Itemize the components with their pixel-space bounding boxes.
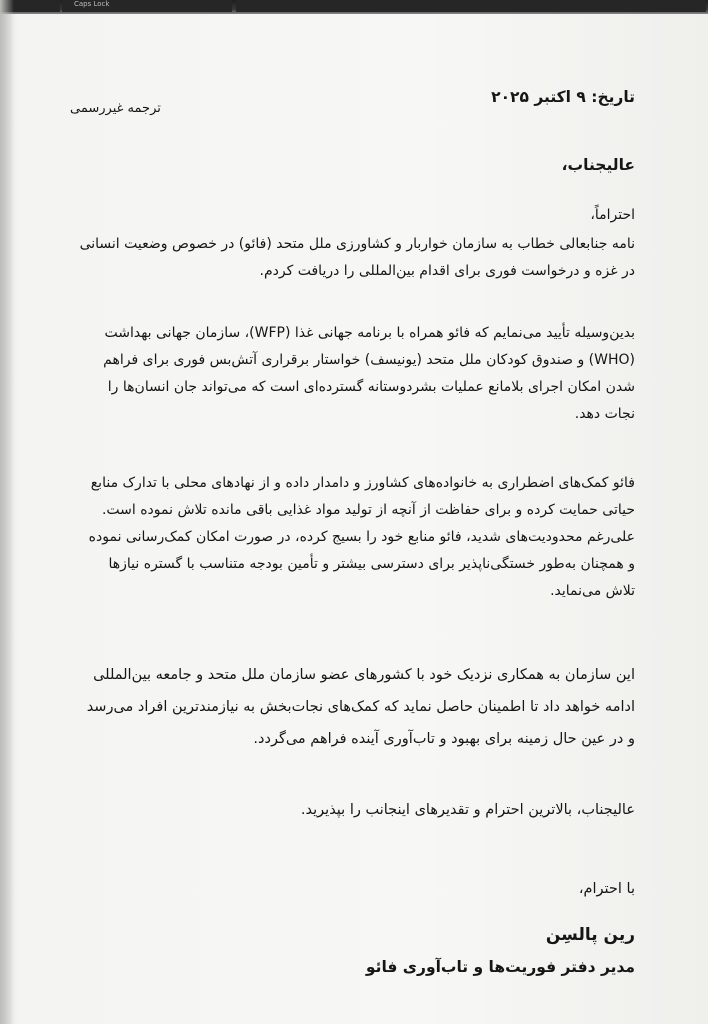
keyboard-key	[236, 0, 706, 12]
paragraph-line: نامه جنابعالی خطاب به سازمان خواربار و کشاورزی ملل متحد (فائو) در خصوص وضعیت انسانی	[79, 236, 635, 252]
signer-name: رین پالسِن	[545, 925, 635, 945]
letter-date: تاریخ: ۹ اکتبر ۲۰۲۵	[491, 88, 635, 106]
paragraph-line: و همچنان به‌طور خستگی‌ناپذیر برای دسترسی بیشتر و تأمین بودجه متناسب با گستره نیازها	[108, 556, 635, 572]
paragraph-line: ادامه خواهد داد تا اطمینان حاصل نماید که کمک‌های نجات‌بخش به نیازمندترین افراد می‌رسد	[86, 699, 635, 715]
salutation: عالیجناب،	[561, 156, 635, 174]
paragraph-line: نجات دهد.	[574, 406, 635, 422]
regards: با احترام،	[578, 881, 635, 897]
paragraph-3	[89, 470, 635, 605]
paragraph-line: فائو کمک‌های اضطراری به خانواده‌های کشاورز و دامدار داده و از نهادهای محلی با تدارک منابع	[90, 475, 635, 491]
paragraph-line: بدین‌وسیله تأیید می‌نمایم که فائو همراه با برنامه جهانی غذا (WFP)، سازمان جهانی بهداشت	[104, 325, 635, 341]
paragraph-line: در غزه و درخواست فوری برای اقدام بین‌المللی را دریافت کردم.	[259, 263, 635, 279]
paragraph-line: و در عین حال زمینه برای بهبود و تاب‌آوری آینده فراهم می‌گردد.	[253, 731, 635, 747]
paragraph-2	[103, 320, 635, 428]
paragraph-line: شدن امکان اجرای بلامانع عملیات بشردوستانه گسترده‌ای است که می‌تواند جان انسان‌ها را	[107, 379, 635, 395]
paragraph-1	[80, 231, 635, 285]
page-edge-shadow	[0, 0, 14, 1024]
paragraph-4	[87, 659, 635, 755]
paragraph-line: علی‌رغم محدودیت‌های شدید، فائو منابع خود را بسیج کرده، در صورت امکان کمک‌رسانی نموده	[88, 529, 635, 545]
keyboard-edge	[0, 0, 708, 14]
unofficial-translation-note: ترجمه غیررسمی	[70, 101, 161, 116]
paragraph-line: این سازمان به همکاری نزدیک خود با کشورهای عضو سازمان ملل متحد و جامعه بین‌المللی	[93, 667, 635, 683]
paragraph-line: (WHO) و صندوق کودکان ملل متحد (یونیسف) خواستار برقراری آتش‌بس فوری برای فراهم	[103, 352, 635, 368]
paragraph-line: حیاتی حمایت کرده و برای حفاظت از آنچه از تولید مواد غذایی باقی مانده تلاش نموده است.	[101, 502, 635, 518]
closing-line: عالیجناب، بالاترین احترام و تقدیرهای اینجانب را بپذیرید.	[300, 802, 635, 818]
signer-title: مدیر دفتر فوریت‌ها و تاب‌آوری فائو	[365, 958, 635, 976]
respectfully-opening: احتراماً،	[590, 207, 635, 223]
paragraph-line: تلاش می‌نماید.	[550, 583, 635, 599]
caps-lock-label: Caps Lock	[74, 0, 110, 8]
